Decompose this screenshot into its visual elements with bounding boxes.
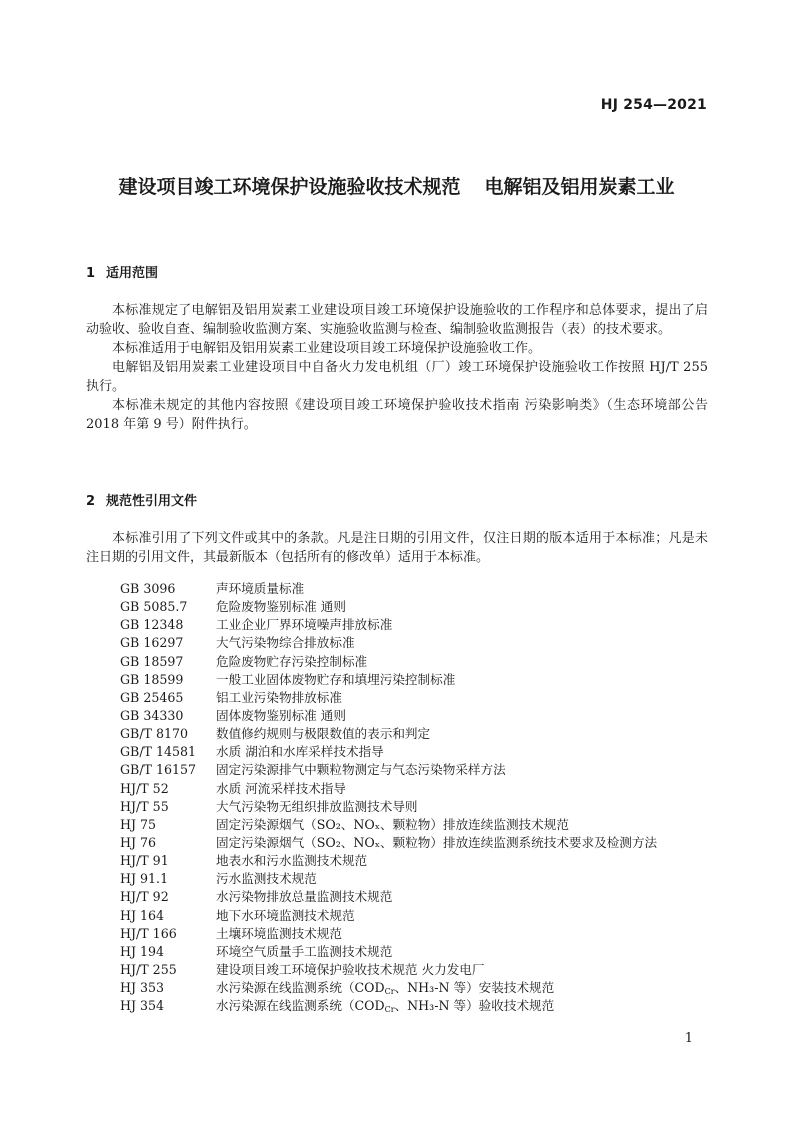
reference-row — [120, 598, 720, 616]
reference-title: 污水监测技术规范 — [216, 871, 317, 887]
reference-row — [120, 761, 720, 779]
section-1-paragraph: 本标准规定了电解铝及铝用炭素工业建设项目竣工环境保护设施验收的工作程序和总体要求，提出了启动验收、验收自查、编制验收监测方案、实施验收监测与检查、编制验收监测报告（表）的技术要求。 — [86, 303, 708, 337]
reference-code: HJ/T 92 — [120, 889, 169, 905]
reference-row — [120, 834, 720, 852]
reference-code: HJ 194 — [120, 943, 165, 959]
reference-code: GB/T 16157 — [120, 762, 197, 778]
reference-code: GB 25465 — [120, 689, 184, 705]
reference-title: 环境空气质量手工监测技术规范 — [216, 943, 393, 959]
reference-title: 固定污染源排气中颗粒物测定与气态污染物采样方法 — [216, 762, 506, 778]
title-main: 建设项目竣工环境保护设施验收技术规范 — [118, 176, 461, 198]
reference-code: GB 12348 — [120, 617, 184, 633]
reference-code: HJ 75 — [120, 816, 157, 832]
reference-row — [120, 798, 720, 816]
reference-code: GB 3096 — [120, 581, 176, 596]
section-2-number: 2 — [86, 494, 96, 509]
page-number: 1 — [684, 1031, 693, 1046]
reference-title: 水污染物排放总量监测技术规范 — [216, 889, 393, 905]
reference-row — [120, 653, 720, 671]
reference-row — [120, 979, 720, 997]
reference-title: 地下水环境监测技术规范 — [216, 907, 355, 923]
reference-title: 地表水和污水监测技术规范 — [216, 853, 368, 869]
reference-code: HJ 353 — [120, 980, 165, 996]
reference-row — [120, 997, 720, 1015]
reference-code: GB 34330 — [120, 707, 184, 723]
title-sub: 电解铝及铝用炭素工业 — [484, 176, 675, 198]
reference-row — [120, 616, 720, 634]
reference-title: 工业企业厂界环境噪声排放标准 — [216, 617, 393, 633]
reference-row — [120, 816, 720, 834]
reference-title: 固定污染源烟气（SO₂、NOₓ、颗粒物）排放连续监测技术规范 — [216, 816, 569, 832]
section-1-paragraph: 本标准未规定的其他内容按照《建设项目竣工环境保护验收技术指南 污染影响类》（生态环境部公告 2018 年第 9 号）附件执行。 — [86, 398, 708, 432]
reference-title: 水污染源在线监测系统（$COD_{Cr}$、NH₃-N 等）验收技术规范 — [216, 998, 555, 1015]
reference-title: 建设项目竣工环境保护验收技术规范 火力发电厂 — [216, 961, 485, 977]
reference-code: GB/T 8170 — [120, 726, 189, 742]
section-1-heading — [86, 262, 158, 281]
reference-title: 土壤环境监测技术规范 — [216, 925, 342, 941]
reference-title: 固定污染源烟气（SO₂、NOₓ、颗粒物）排放连续监测系统技术要求及检测方法 — [216, 834, 658, 850]
reference-row — [120, 580, 720, 598]
reference-list — [120, 580, 720, 1015]
reference-row — [120, 925, 720, 943]
reference-title: 水质 湖泊和水库采样技术指导 — [216, 744, 384, 760]
standard-code: HJ 254—2021 — [600, 97, 707, 113]
reference-row — [120, 689, 720, 707]
reference-code: GB 18597 — [120, 653, 184, 669]
section-1-paragraph: 电解铝及铝用炭素工业建设项目中自备火力发电机组（厂）竣工环境保护设施验收工作按照 HJ/T 255 执行。 — [86, 360, 708, 394]
page-title — [0, 172, 793, 199]
section-1-paragraph: 本标准适用于电解铝及铝用炭素工业建设项目竣工环境保护设施验收工作。 — [112, 341, 542, 356]
reference-title: 固体废物鉴别标准 通则 — [216, 707, 346, 723]
reference-row — [120, 907, 720, 925]
section-1-number: 1 — [86, 266, 96, 281]
reference-code: GB 16297 — [120, 635, 184, 651]
reference-code: HJ 354 — [120, 998, 165, 1014]
reference-row — [120, 852, 720, 870]
reference-title: 一般工业固体废物贮存和填埋污染控制标准 — [216, 671, 456, 687]
reference-title: 铝工业污染物排放标准 — [216, 689, 342, 705]
reference-row — [120, 743, 720, 761]
reference-title: 大气污染物无组织排放监测技术导则 — [216, 798, 418, 814]
section-1-body — [86, 301, 708, 434]
reference-row — [120, 634, 720, 652]
reference-title: 大气污染物综合排放标准 — [216, 635, 355, 651]
section-1-title: 适用范围 — [106, 266, 159, 281]
reference-code: HJ 76 — [120, 834, 157, 850]
reference-title: 声环境质量标准 — [216, 581, 305, 596]
reference-title: 水质 河流采样技术指导 — [216, 780, 346, 796]
reference-title: 数值修约规则与极限数值的表示和判定 — [216, 726, 431, 742]
reference-row — [120, 671, 720, 689]
section-2-body — [86, 529, 708, 567]
reference-code: HJ/T 166 — [120, 925, 177, 941]
reference-code: HJ/T 255 — [120, 961, 177, 977]
reference-row — [120, 780, 720, 798]
section-2-heading — [86, 490, 197, 509]
section-2-intro: 本标准引用了下列文件或其中的条款。凡是注日期的引用文件，仅注日期的版本适用于本标准；凡是未注日期的引用文件，其最新版本（包括所有的修改单）适用于本标准。 — [86, 531, 708, 565]
reference-row — [120, 707, 720, 725]
reference-title: 水污染源在线监测系统（$COD_{Cr}$、NH₃-N 等）安装技术规范 — [216, 980, 555, 997]
section-2-title: 规范性引用文件 — [106, 494, 198, 509]
reference-row — [120, 870, 720, 888]
reference-code: HJ/T 91 — [120, 853, 169, 869]
reference-code: GB/T 14581 — [120, 744, 197, 760]
reference-row — [120, 888, 720, 906]
reference-row — [120, 943, 720, 961]
reference-code: HJ/T 52 — [120, 780, 169, 796]
reference-code: GB 5085.7 — [120, 599, 188, 615]
reference-row — [120, 961, 720, 979]
reference-code: HJ 164 — [120, 907, 165, 923]
reference-code: GB 18599 — [120, 671, 184, 687]
reference-code: HJ 91.1 — [120, 871, 169, 887]
reference-title: 危险废物鉴别标准 通则 — [216, 599, 346, 615]
reference-row — [120, 725, 720, 743]
reference-title: 危险废物贮存污染控制标准 — [216, 653, 368, 669]
reference-code: HJ/T 55 — [120, 798, 169, 814]
